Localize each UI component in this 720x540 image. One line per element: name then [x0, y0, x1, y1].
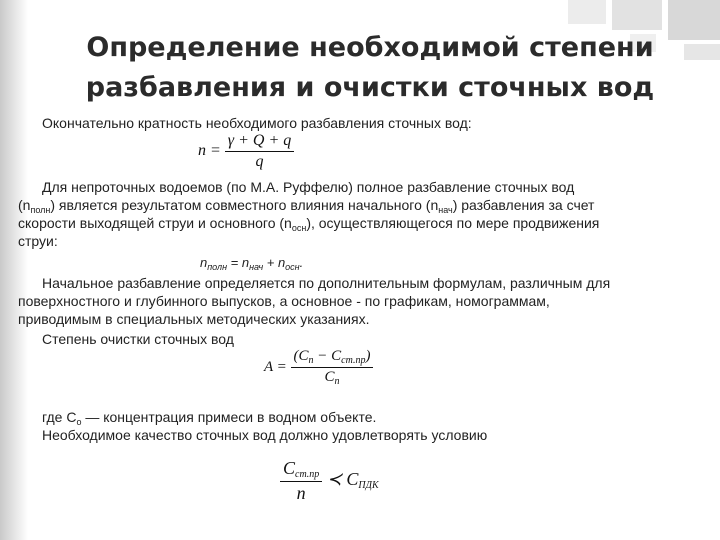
formula-treatment-degree	[264, 348, 373, 387]
subscript: ст.пр	[341, 355, 366, 366]
text-fragment: − C	[313, 348, 342, 364]
text-fragment: (n	[18, 197, 31, 213]
text-fragment: ), осуществляющегося по мере продвижения	[306, 215, 600, 231]
text-fragment: C	[283, 458, 296, 478]
subscript: ПДК	[358, 480, 379, 492]
title-line-1: Определение необходимой степени	[86, 32, 654, 63]
text-fragment: где С	[42, 409, 77, 425]
subscript: полн	[207, 262, 228, 272]
paragraph-initial-dilution-line-1: Начальное разбавление определяется по дополнительным формулам, различным для	[42, 275, 611, 291]
text-fragment: =	[227, 255, 242, 270]
paragraph-initial-dilution-line-2: поверхностного и глубинного выпусков, а основное - по графикам, номограммам,	[18, 293, 550, 309]
subscript: полн	[30, 205, 51, 215]
decorative-left-band	[0, 0, 31, 540]
paragraph-ruffel-line-4: струи:	[18, 233, 58, 249]
subscript: нач	[249, 262, 264, 272]
paragraph-final-dilution: Окончательно кратность необходимого разбавления сточных вод:	[42, 115, 472, 131]
text-fragment: — концентрация примеси в водном объекте.	[81, 409, 377, 425]
text-fragment: n	[277, 255, 286, 270]
formula-fraction	[291, 348, 374, 387]
paragraph-ruffel-line-1: Для непроточных водоемов (по М.А. Руффелю) полное разбавление сточных вод	[42, 179, 575, 195]
subscript: нач	[438, 205, 453, 215]
text-fragment: ≺ C	[326, 469, 359, 490]
text-fragment: n	[200, 255, 208, 270]
formula-denominator: q	[255, 153, 264, 170]
page-title	[40, 28, 700, 108]
text-fragment: +	[263, 255, 278, 270]
formula-numerator	[280, 458, 322, 482]
formula-dilution-ratio	[198, 132, 294, 171]
text-fragment: ) является результатом совместного влияния начального (n	[50, 197, 439, 213]
paragraph-treatment-degree: Степень очистки сточных вод	[42, 331, 234, 347]
formula-lhs: A =	[264, 358, 287, 375]
formula-numerator	[291, 348, 374, 368]
text-fragment: ) разбавления за счет	[452, 197, 595, 213]
formula-denominator: n	[296, 483, 306, 503]
text-fragment: C	[324, 369, 335, 385]
subscript: о	[76, 417, 82, 427]
subscript: п	[334, 376, 340, 387]
text-fragment: (C	[293, 348, 309, 364]
paragraph-required-quality: Необходимое качество сточных вод должно удовлетворять условию	[42, 427, 488, 443]
text-fragment: )	[365, 348, 371, 364]
subscript: п	[308, 355, 314, 366]
formula-relation	[326, 469, 379, 492]
text-fragment: n	[241, 255, 250, 270]
paragraph-initial-dilution-line-3: приводимым в специальных методических указаниях.	[18, 311, 370, 327]
formula-quality-condition	[280, 458, 379, 504]
formula-lhs: n =	[198, 142, 221, 160]
paragraph-ruffel-line-3	[18, 214, 599, 237]
formula-fraction	[280, 458, 322, 504]
subscript: осн	[285, 262, 300, 272]
subscript: осн	[291, 223, 307, 233]
text-fragment: скорости выходящей струи и основного (n	[18, 215, 292, 231]
formula-fraction	[225, 132, 294, 171]
formula-numerator: γ + Q + q	[225, 132, 294, 152]
formula-full-dilution	[200, 254, 303, 276]
formula-denominator	[291, 368, 374, 387]
title-line-2: разбавления и очистки сточных вод	[85, 72, 655, 103]
text-fragment: .	[299, 255, 304, 270]
subscript: ст.пр	[295, 469, 320, 480]
